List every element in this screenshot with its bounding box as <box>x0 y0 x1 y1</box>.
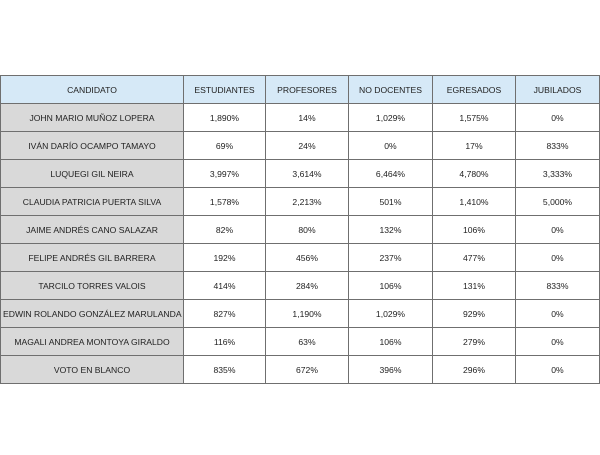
table-row <box>1 216 600 244</box>
jubilados-cell: 0% <box>516 216 600 244</box>
egresados-cell: 929% <box>433 300 516 328</box>
jubilados-cell: 833% <box>516 272 600 300</box>
estudiantes-cell: 835% <box>184 356 266 384</box>
candidate-name: JAIME ANDRÉS CANO SALAZAR <box>1 216 184 244</box>
no-docentes-cell: 132% <box>349 216 433 244</box>
profesores-cell: 284% <box>266 272 349 300</box>
header-row <box>1 76 600 104</box>
table-row <box>1 272 600 300</box>
table-row <box>1 188 600 216</box>
table-row <box>1 132 600 160</box>
profesores-cell: 1,190% <box>266 300 349 328</box>
header-no-docentes: NO DOCENTES <box>349 76 433 104</box>
header-jubilados: JUBILADOS <box>516 76 600 104</box>
candidate-name: MAGALI ANDREA MONTOYA GIRALDO <box>1 328 184 356</box>
profesores-cell: 80% <box>266 216 349 244</box>
profesores-cell: 2,213% <box>266 188 349 216</box>
candidate-name: LUQUEGI GIL NEIRA <box>1 160 184 188</box>
egresados-cell: 106% <box>433 216 516 244</box>
jubilados-cell: 3,333% <box>516 160 600 188</box>
results-table <box>0 75 600 384</box>
candidate-name: FELIPE ANDRÉS GIL BARRERA <box>1 244 184 272</box>
estudiantes-cell: 1,578% <box>184 188 266 216</box>
egresados-cell: 1,410% <box>433 188 516 216</box>
estudiantes-cell: 82% <box>184 216 266 244</box>
jubilados-cell: 5,000% <box>516 188 600 216</box>
results-table-container <box>0 75 600 384</box>
estudiantes-cell: 1,890% <box>184 104 266 132</box>
table-body <box>1 104 600 384</box>
no-docentes-cell: 1,029% <box>349 104 433 132</box>
header-estudiantes: ESTUDIANTES <box>184 76 266 104</box>
profesores-cell: 672% <box>266 356 349 384</box>
table-row <box>1 244 600 272</box>
profesores-cell: 24% <box>266 132 349 160</box>
profesores-cell: 456% <box>266 244 349 272</box>
table-row <box>1 300 600 328</box>
candidate-name: TARCILO TORRES VALOIS <box>1 272 184 300</box>
egresados-cell: 17% <box>433 132 516 160</box>
table-row <box>1 104 600 132</box>
header-profesores: PROFESORES <box>266 76 349 104</box>
profesores-cell: 3,614% <box>266 160 349 188</box>
candidate-name: IVÁN DARÍO OCAMPO TAMAYO <box>1 132 184 160</box>
no-docentes-cell: 237% <box>349 244 433 272</box>
jubilados-cell: 0% <box>516 244 600 272</box>
jubilados-cell: 0% <box>516 300 600 328</box>
estudiantes-cell: 192% <box>184 244 266 272</box>
egresados-cell: 4,780% <box>433 160 516 188</box>
candidate-name: CLAUDIA PATRICIA PUERTA SILVA <box>1 188 184 216</box>
table-row <box>1 160 600 188</box>
estudiantes-cell: 414% <box>184 272 266 300</box>
estudiantes-cell: 69% <box>184 132 266 160</box>
egresados-cell: 279% <box>433 328 516 356</box>
egresados-cell: 1,575% <box>433 104 516 132</box>
no-docentes-cell: 106% <box>349 328 433 356</box>
profesores-cell: 63% <box>266 328 349 356</box>
jubilados-cell: 0% <box>516 328 600 356</box>
jubilados-cell: 0% <box>516 104 600 132</box>
header-egresados: EGRESADOS <box>433 76 516 104</box>
header-candidato: CANDIDATO <box>1 76 184 104</box>
candidate-name: VOTO EN BLANCO <box>1 356 184 384</box>
estudiantes-cell: 827% <box>184 300 266 328</box>
table-row <box>1 328 600 356</box>
egresados-cell: 477% <box>433 244 516 272</box>
no-docentes-cell: 501% <box>349 188 433 216</box>
table-header <box>1 76 600 104</box>
candidate-name: EDWIN ROLANDO GONZÁLEZ MARULANDA <box>1 300 184 328</box>
estudiantes-cell: 3,997% <box>184 160 266 188</box>
profesores-cell: 14% <box>266 104 349 132</box>
no-docentes-cell: 396% <box>349 356 433 384</box>
table-row <box>1 356 600 384</box>
no-docentes-cell: 106% <box>349 272 433 300</box>
no-docentes-cell: 6,464% <box>349 160 433 188</box>
candidate-name: JOHN MARIO MUÑOZ LOPERA <box>1 104 184 132</box>
no-docentes-cell: 1,029% <box>349 300 433 328</box>
estudiantes-cell: 116% <box>184 328 266 356</box>
jubilados-cell: 833% <box>516 132 600 160</box>
jubilados-cell: 0% <box>516 356 600 384</box>
no-docentes-cell: 0% <box>349 132 433 160</box>
egresados-cell: 131% <box>433 272 516 300</box>
egresados-cell: 296% <box>433 356 516 384</box>
